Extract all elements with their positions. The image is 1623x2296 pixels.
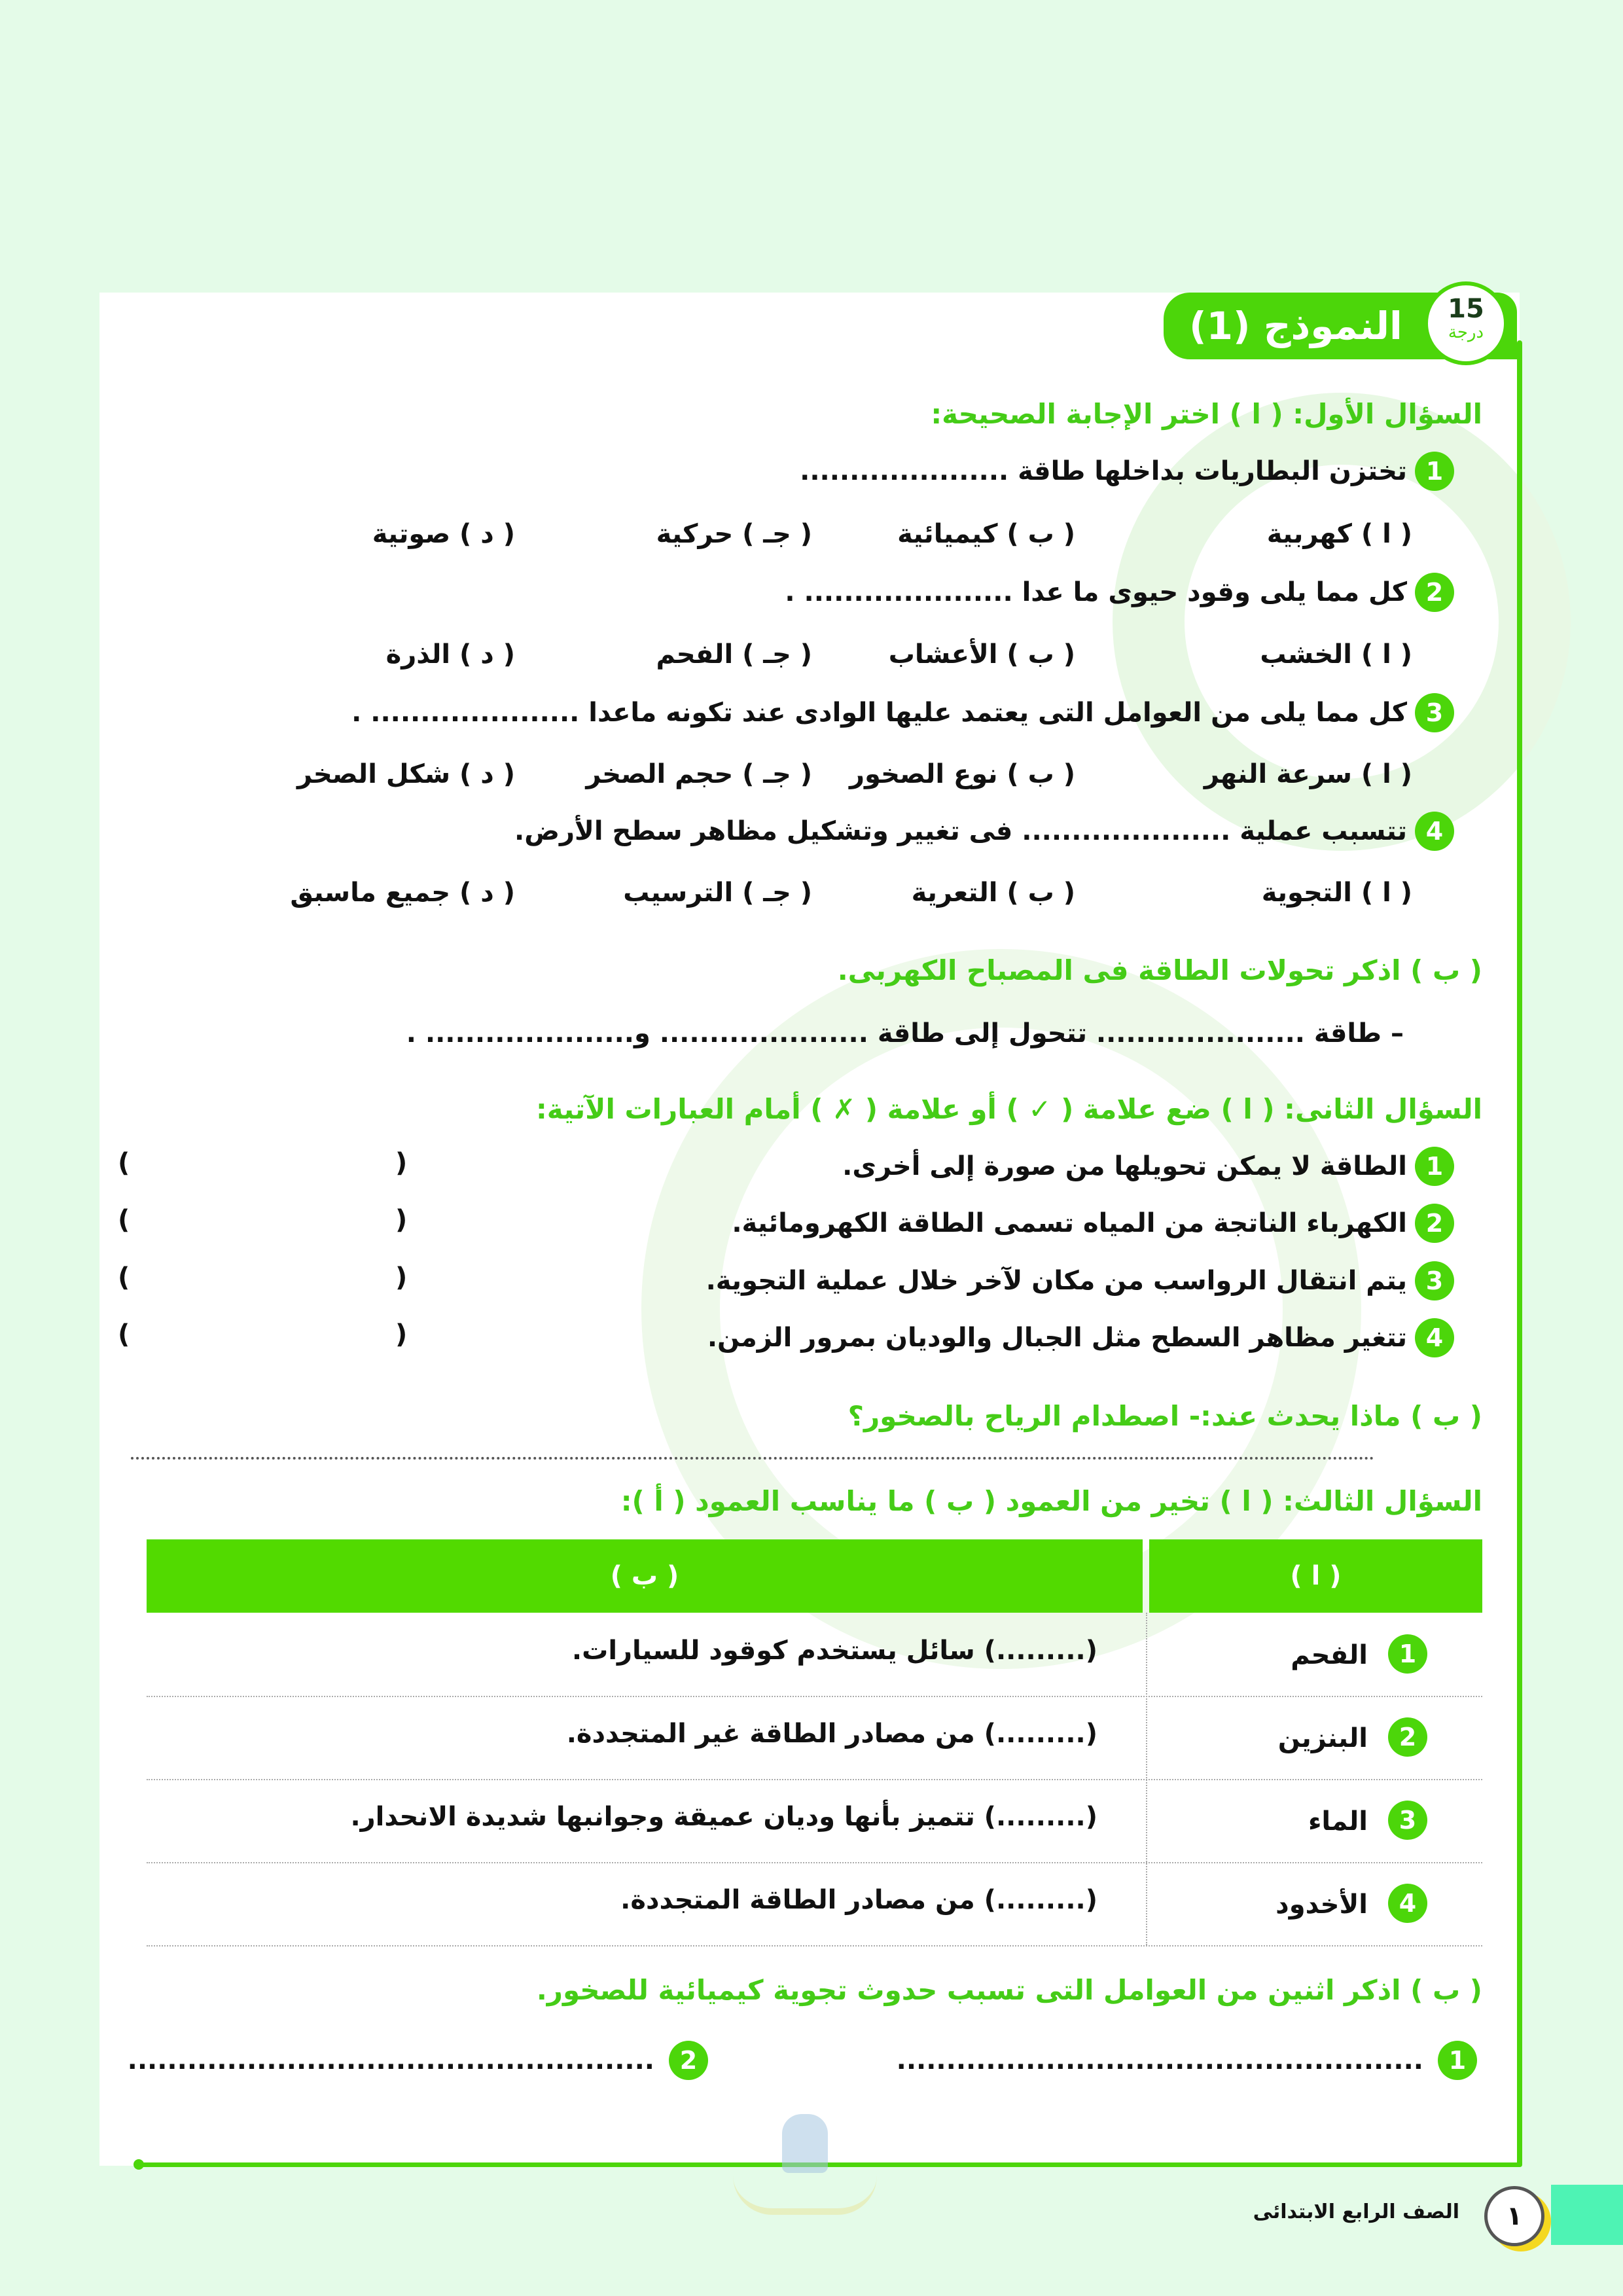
table-row (147, 1862, 1482, 1946)
column-a-header: ( ا ) (1149, 1539, 1482, 1613)
answer-parens[interactable]: ( ) (118, 1148, 454, 1178)
item-number: 1 (1388, 1634, 1427, 1674)
q1-item-text: كل مما يلى وقود حيوى ما عدا ..................... . (785, 577, 1407, 607)
page-tab (1551, 2185, 1623, 2245)
column-b-cell[interactable]: (.........) من مصادر الطاقة المتجددة. (620, 1885, 1097, 1915)
column-b-header: ( ب ) (147, 1539, 1143, 1613)
column-a-cell: الأخدود (1275, 1890, 1368, 1920)
answer-parens[interactable]: ( ) (118, 1205, 454, 1235)
grade-label: الصف الرابع الابتدائى (1253, 2200, 1459, 2223)
book-icon (733, 2176, 877, 2215)
option[interactable]: ( د ) الذرة (385, 639, 515, 670)
answer-parens[interactable]: ( ) (118, 1319, 454, 1350)
graduation-cap-icon (782, 2114, 828, 2173)
q2b-heading: ( ب ) ماذا يحدث عند:- اصطدام الرياح بالصخور؟ (847, 1400, 1482, 1432)
table-row (147, 1613, 1482, 1697)
item-number: 2 (669, 2041, 708, 2080)
option[interactable]: ( ب ) التعرية (911, 878, 1075, 908)
option[interactable]: ( ب ) الأعشاب (888, 639, 1075, 670)
q2-heading: السؤال الثانى: ( ا ) ضع علامة ( ✓ ) أو علامة ( ✗ ) أمام العبارات الآتية: (535, 1093, 1482, 1125)
option[interactable]: ( د ) جميع ماسبق (290, 878, 515, 908)
q1b-answer-line[interactable]: – طاقة ..................... تتحول إلى طاقة ..................... و..................... . (406, 1018, 1404, 1049)
q2-statement: يتم انتقال الرواسب من مكان لآخر خلال عملية التجوية. (705, 1266, 1407, 1296)
item-number: 3 (1415, 1261, 1454, 1300)
divider-dot (134, 2159, 144, 2170)
item-number: 2 (1415, 1204, 1454, 1243)
option[interactable]: ( د ) شكل الصخر (297, 759, 515, 789)
border (1517, 340, 1522, 2166)
column-a-cell: البنزين (1277, 1723, 1368, 1753)
option[interactable]: ( ا ) كهربية (1266, 519, 1412, 549)
item-number: 3 (1415, 693, 1454, 732)
option[interactable]: ( ب ) كيميائية (897, 519, 1075, 549)
q1-item-text: كل مما يلى من العوامل التى يعتمد عليها الوادى عند تكونه ماعدا ..................... . (351, 698, 1407, 728)
item-number: 2 (1415, 573, 1454, 612)
nezakr-logo (720, 2114, 890, 2271)
item-number: 3 (1388, 1801, 1427, 1840)
q2-statement: الكهرباء الناتجة من المياه تسمى الطاقة الكهرومائية. (732, 1208, 1407, 1238)
score-unit: درجة (1448, 323, 1484, 342)
column-a-cell: الماء (1308, 1806, 1368, 1837)
page-number: ١ (1484, 2186, 1544, 2246)
option[interactable]: ( ا ) التجوية (1261, 878, 1412, 908)
option[interactable]: ( جـ ) الفحم (656, 639, 812, 670)
q1-item-text: تختزن البطاريات بداخلها طاقة ..................... (800, 456, 1407, 486)
option[interactable]: ( ا ) سرعة النهر (1204, 759, 1412, 789)
column-b-cell[interactable]: (.........) سائل يستخدم كوقود للسيارات. (571, 1636, 1097, 1666)
q1-heading: السؤال الأول: ( ا ) اختر الإجابة الصحيحة: (931, 398, 1482, 430)
table-row (147, 1696, 1482, 1780)
item-number: 1 (1415, 452, 1454, 491)
score-badge (1424, 281, 1508, 365)
q1-item-text: تتسبب عملية ..................... فى تغيير وتشكيل مظاهر سطح الأرض. (514, 816, 1407, 846)
item-number: 4 (1415, 1318, 1454, 1357)
option[interactable]: ( جـ ) حركية (656, 519, 812, 549)
answer-line[interactable] (131, 1457, 1374, 1460)
option[interactable]: ( جـ ) الترسيب (623, 878, 812, 908)
item-number: 4 (1415, 812, 1454, 851)
table-row (147, 1779, 1482, 1863)
answer-parens[interactable]: ( ) (118, 1263, 454, 1293)
item-number: 1 (1415, 1147, 1454, 1186)
column-b-cell[interactable]: (.........) تتميز بأنها وديان عميقة وجوانبها شديدة الانحدار. (350, 1802, 1097, 1832)
option[interactable]: ( جـ ) حجم الصخر (586, 759, 812, 789)
column-divider (1146, 1613, 1147, 1945)
page-title: النموذج (1) (1189, 304, 1402, 348)
column-a-cell: الفحم (1291, 1640, 1368, 1670)
option[interactable]: ( د ) صوتية (372, 519, 515, 549)
item-number: 2 (1388, 1717, 1427, 1757)
item-number: 4 (1388, 1884, 1427, 1923)
column-b-cell[interactable]: (.........) من مصادر الطاقة غير المتجددة. (566, 1719, 1097, 1749)
option[interactable]: ( ب ) نوع الصخور (849, 759, 1075, 789)
q2-statement: تتغير مظاهر السطح مثل الجبال والوديان بمرور الزمن. (707, 1323, 1407, 1353)
answer-line[interactable]: ..................................................... (896, 2045, 1423, 2075)
q3b-heading: ( ب ) اذكر اثنين من العوامل التى تسبب حدوث تجوية كيميائية للصخور. (536, 1974, 1482, 2006)
q2-statement: الطاقة لا يمكن تحويلها من صورة إلى أخرى. (842, 1151, 1407, 1181)
item-number: 1 (1438, 2041, 1477, 2080)
option[interactable]: ( ا ) الخشب (1260, 639, 1412, 670)
answer-line[interactable]: ..................................................... (127, 2045, 654, 2075)
score-value: 15 (1448, 294, 1484, 324)
q3-heading: السؤال الثالث: ( ا ) تخير من العمود ( ب ) ما يناسب العمود ( أ ): (620, 1485, 1482, 1517)
q1b-heading: ( ب ) اذكر تحولات الطاقة فى المصباح الكهربى. (837, 954, 1482, 986)
